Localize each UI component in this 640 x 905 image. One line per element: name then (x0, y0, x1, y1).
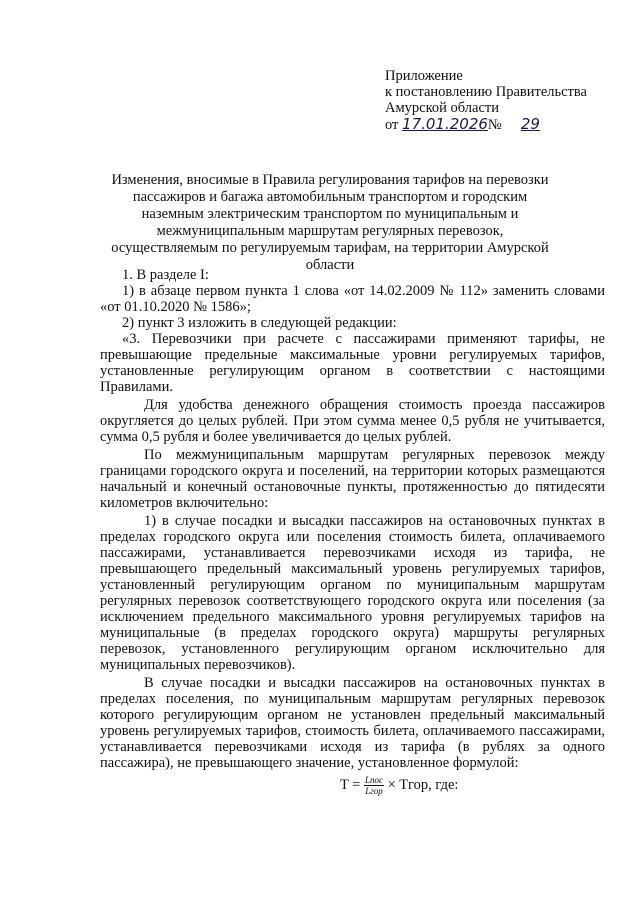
document-title: Изменения, вносимые в Правила регулирования тарифов на перевозки пассажиров и багажа автомобильным транспортом и городским наземным электрическим транспортом по муниципальным и межмуниципальным маршрутам регулярных перевозок, осуществляемым по регулируемым тарифам, на территории Амурской области (111, 172, 549, 273)
paragraph-settlement: В случае посадки и высадки пассажиров на остановочных пунктах в пределах поселения, по муниципальным маршрутам регулярных перевозок которого регулирующим органом не установлен предельный максимальный уровень регулируемых тарифов, стоимость билета, оплачиваемого пассажирами, устанавливается перевозчиками исходя из тарифа (в рублях за одного пассажира), не превышающего значение, установленное формулой: (100, 675, 605, 771)
formula-fraction (364, 775, 384, 796)
paragraph-point-3: «3. Перевозчики при расчете с пассажирами применяют тарифы, не превышающие предельные максимальные уровни регулируемых тарифов, установленные регулирующим органом в соответствии с настоящими Правилами. (100, 331, 605, 395)
approval-date-line (385, 116, 625, 133)
handwritten-number: 29 (520, 115, 540, 133)
approval-block (385, 68, 625, 133)
approval-line-3: Амурской области (385, 100, 499, 116)
date-prefix: от (385, 117, 399, 133)
formula-rhs: × Tгор, где: (387, 776, 459, 793)
paragraph-subitem-1: 1) в случае посадки и высадки пассажиров на остановочных пунктах в пределах городского округа или поселения стоимость билета, оплачиваемого пассажирами, устанавливается перевозчиками исходя из тарифа, не превышающего предельный максимальный уровень регулируемых тарифов, установленный регулирующим органом по муниципальным маршрутам регулярных перевозок соответствующего городского округа или поселения (за исключением предельного максимального уровня регулируемых тарифов на муниципальные (в пределах городского округа) маршруты регулярных перевозок, установленного регулирующим органом исключительно для муниципальных перевозчиков). (100, 513, 605, 673)
paragraph-item-2: 2) пункт 3 изложить в следующей редакции: (122, 315, 397, 331)
formula-numerator: Lпос (365, 775, 384, 785)
tariff-formula (100, 775, 605, 796)
paragraph-item-1: 1) в абзаце первом пункта 1 слова «от 14.02.2009 № 112» заменить словами «от 01.10.2020 № 1586»; (100, 283, 605, 315)
paragraph-intermunicipal: По межмуниципальным маршрутам регулярных перевозок между границами городского округа и поселений, на территории которых размещаются начальный и конечный остановочные пункты, протяженностью до пятидесяти километров включительно: (100, 447, 605, 511)
formula-lhs: T = (340, 776, 361, 793)
number-sign: № (487, 117, 502, 133)
paragraph-section-1: 1. В разделе I: (122, 267, 209, 283)
document-body (100, 267, 605, 796)
approval-line-1: Приложение (385, 68, 463, 84)
approval-line-2: к постановлению Правительства (385, 84, 587, 100)
handwritten-date: 17.01.2026 (402, 115, 488, 133)
formula-denominator: Lгор (365, 786, 383, 796)
paragraph-rounding: Для удобства денежного обращения стоимость проезда пассажиров округляется до целых рублей. При этом сумма менее 0,5 рубля не учитывается, сумма 0,5 рубля и более увеличивается до целых рублей. (100, 397, 605, 445)
